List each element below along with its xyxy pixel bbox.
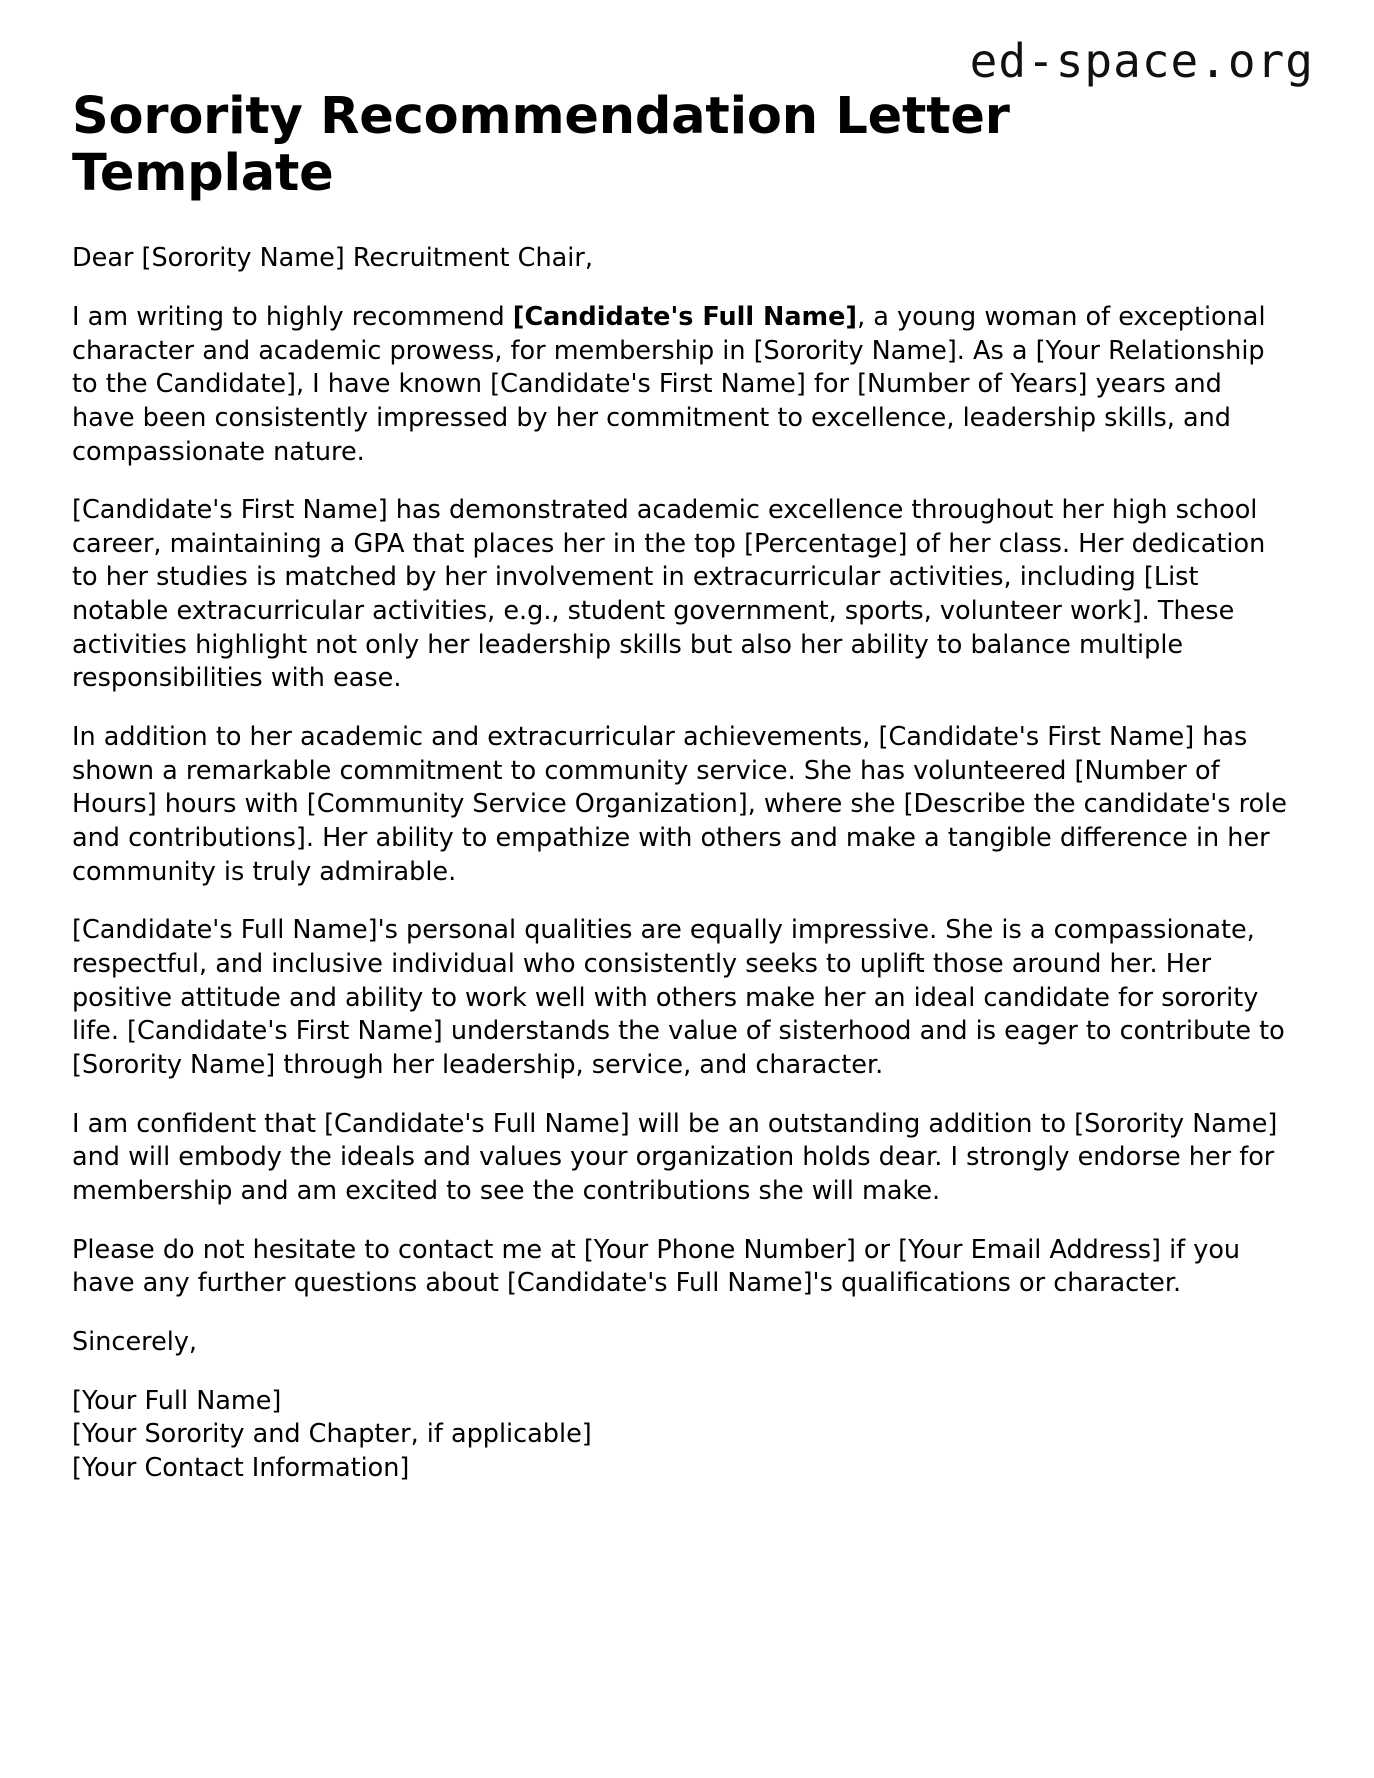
paragraph-endorsement: I am confident that [Candidate's Full Name] will be an outstanding addition to [Sorority Name] and will embody the ideals and values your organization holds dear. I strongly endorse her for membership and am excited to see the contributions she will make.	[72, 1108, 1278, 1206]
paragraph-contact: Please do not hesitate to contact me at [Your Phone Number] or [Your Email Address] if you have any further questions about [Candidate's Full Name]'s qualifications or character.	[72, 1234, 1241, 1299]
site-watermark: ed-space.org	[969, 34, 1314, 88]
paragraph-intro	[72, 301, 1287, 469]
signature-line-chapter: [Your Sorority and Chapter, if applicable]	[72, 1419, 592, 1450]
intro-text-rest: , a young woman of exceptional character and academic prowess, for membership in [Sorority Name]. As a [Your Relationship to the Candidate], I have known [Candidate's First Name] for [Number of Years] years and have been consistently impressed by her commitment to excellence, leadership skills, and compassionate nature.	[72, 301, 1266, 467]
document-body	[72, 88, 1304, 1486]
closing: Sincerely,	[72, 1326, 198, 1357]
signature-line-name: [Your Full Name]	[72, 1385, 282, 1416]
page-title: Sorority Recommendation Letter Template	[72, 87, 1010, 204]
signature-block	[72, 1385, 1304, 1486]
paragraph-community-service: In addition to her academic and extracurricular achievements, [Candidate's First Name] has shown a remarkable commitment to community service. She has volunteered [Number of Hours] hours with [Community Service Organization], where she [Describe the candidate's role and contributions]. Her ability to empathize with others and make a tangible difference in her community is truly admirable.	[72, 722, 1287, 887]
candidate-full-name-placeholder: [Candidate's Full Name]	[512, 301, 858, 332]
salutation: Dear [Sorority Name] Recruitment Chair,	[72, 243, 593, 274]
paragraph-personal-qualities: [Candidate's Full Name]'s personal qualities are equally impressive. She is a compassionate, respectful, and inclusive individual who consistently seeks to uplift those around her. Her positive attitude and ability to work well with others make her an ideal candidate for sorority life. [Candidate's First Name] understands the value of sisterhood and is eager to contribute to [Sorority Name] through her leadership, service, and character.	[72, 915, 1285, 1080]
paragraph-academics: [Candidate's First Name] has demonstrated academic excellence throughout her high school career, maintaining a GPA that places her in the top [Percentage] of her class. Her dedication to her studies is matched by her involvement in extracurricular activities, including [List notable extracurricular activities, e.g., student government, sports, volunteer work]. These activities highlight not only her leadership skills but also her ability to balance multiple responsibilities with ease.	[72, 495, 1266, 694]
signature-line-contact: [Your Contact Information]	[72, 1452, 410, 1483]
intro-text-lead: I am writing to highly recommend	[72, 301, 513, 332]
